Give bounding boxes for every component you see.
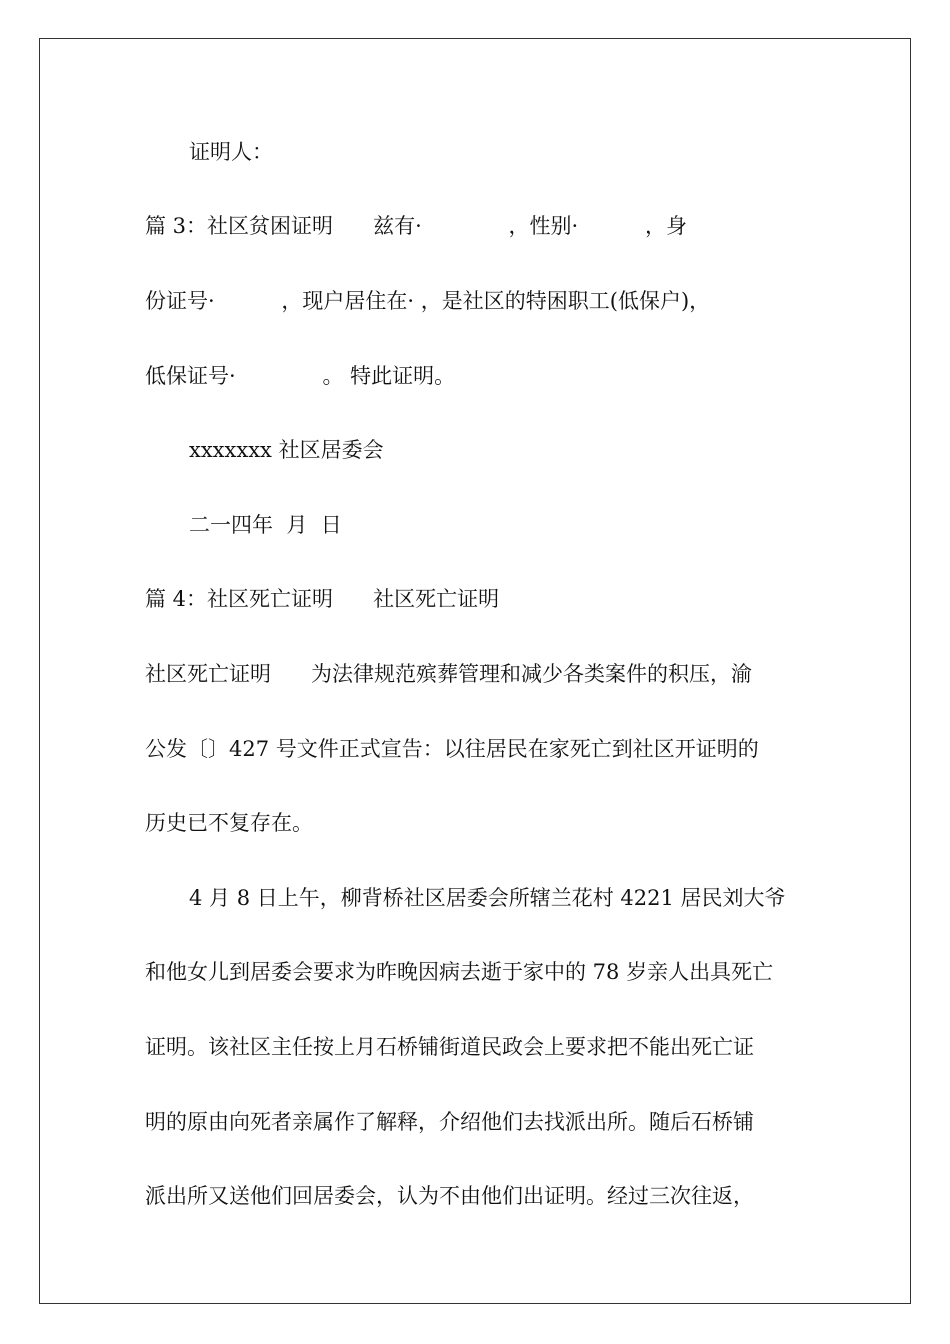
section-4-heading: 篇 4：社区死亡证明 社区死亡证明 [145, 587, 500, 611]
paragraph-line-5: 派出所又送他们回居委会，认为不由他们出证明。经过三次往返， [145, 1184, 754, 1208]
date-line: 二一四年 月 日 [189, 513, 342, 537]
paragraph-line-2: 和他女儿到居委会要求为昨晚因病去逝于家中的 78 岁亲人出具死亡 [145, 960, 774, 984]
paragraph-line-1: 4 月 8 日上午，柳背桥社区居委会所辖兰花村 4221 居民刘大爷 [189, 886, 786, 910]
section-4-line-2: 公发〔〕427 号文件正式宣告：以往居民在家死亡到社区开证明的 [145, 737, 759, 761]
committee-signature: xxxxxxx 社区居委会 [189, 438, 384, 462]
witness-label: 证明人： [189, 140, 273, 164]
section-3-line-3: 低保证号· 。 特此证明。 [145, 364, 456, 388]
paragraph-line-4: 明的原由向死者亲属作了解释，介绍他们去找派出所。随后石桥铺 [145, 1110, 754, 1134]
section-3-line-1: 篇 3：社区贫困证明 兹有· ，性别· ，身 [145, 214, 687, 238]
section-3-line-2: 份证号· ，现户居住在· ，是社区的特困职工(低保户)， [145, 289, 711, 313]
paragraph-line-3: 证明。该社区主任按上月石桥铺街道民政会上要求把不能出死亡证 [145, 1035, 754, 1059]
section-4-line-3: 历史已不复存在。 [145, 811, 313, 835]
section-4-line-1: 社区死亡证明 为法律规范殡葬管理和减少各类案件的积压，渝 [145, 662, 753, 686]
